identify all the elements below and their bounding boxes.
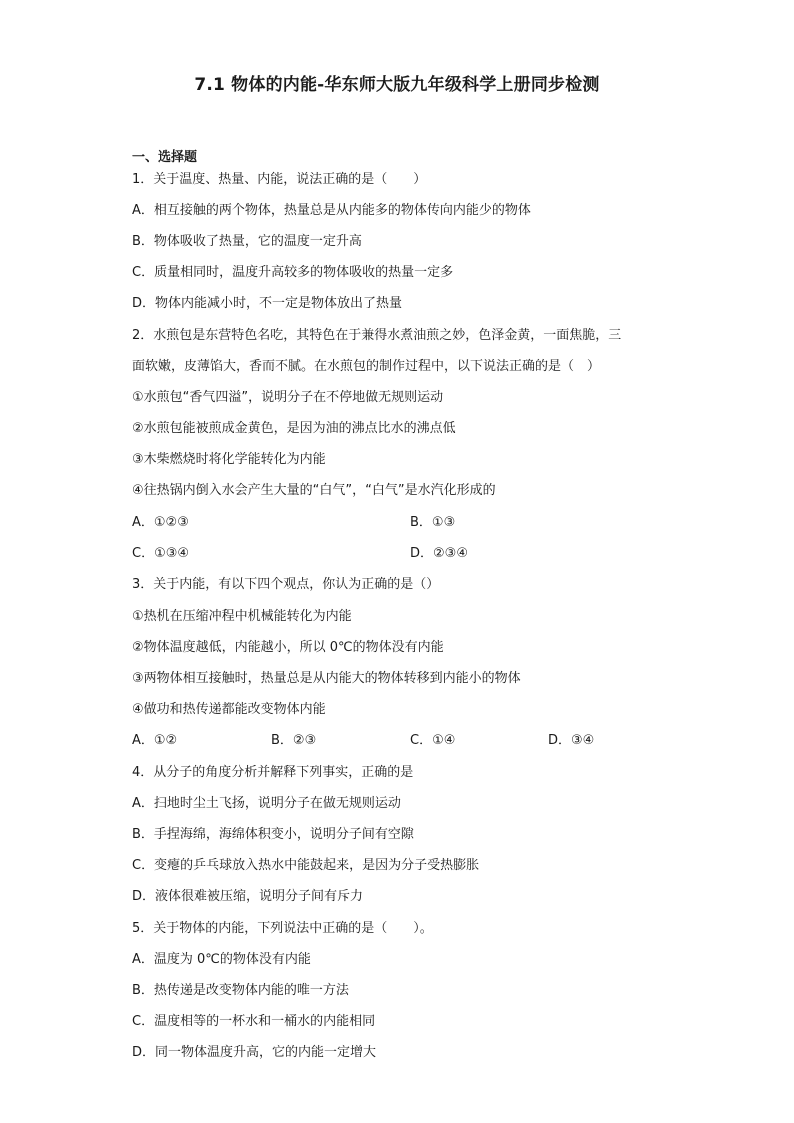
q2-statement-4: ④往热锅内倒入水会产生大量的“白气”，“白气”是水汽化形成的: [132, 483, 496, 498]
q5-option-c: C．温度相等的一杯水和一桶水的内能相同: [132, 1014, 376, 1029]
q2-option-b: B．①③: [410, 515, 456, 530]
q2-statement-2: ②水煎包能被煎成金黄色，是因为油的沸点比水的沸点低: [132, 421, 456, 436]
q3-statement-1: ①热机在压缩冲程中机械能转化为内能: [132, 609, 352, 624]
q2-option-d: D．②③④: [410, 546, 468, 561]
q4-option-d: D．液体很难被压缩，说明分子间有斥力: [132, 889, 364, 904]
q4-option-a: A．扫地时尘土飞扬，说明分子在做无规则运动: [132, 796, 401, 811]
q2-options-row1: [132, 515, 672, 531]
q4-stem: 4．从分子的角度分析并解释下列事实，正确的是: [132, 765, 414, 780]
q2-option-c: C．①③④: [132, 546, 190, 561]
section-heading: 一、选择题: [132, 150, 198, 165]
q2-statement-3: ③木柴燃烧时将化学能转化为内能: [132, 452, 326, 467]
q3-stem: 3．关于内能，有以下四个观点，你认为正确的是（）: [132, 577, 440, 592]
q3-statement-3: ③两物体相互接触时，热量总是从内能大的物体转移到内能小的物体: [132, 671, 521, 686]
q1-option-c: C．质量相同时，温度升高较多的物体吸收的热量一定多: [132, 265, 454, 280]
q2-option-a: A．①②③: [132, 515, 189, 530]
q5-stem: 5．关于物体的内能，下列说法中正确的是（ ）。: [132, 921, 433, 936]
q3-option-a: A．①②: [132, 733, 178, 748]
q3-statement-4: ④做功和热传递都能改变物体内能: [132, 702, 326, 717]
q4-option-c: C．变瘪的乒乓球放入热水中能鼓起来，是因为分子受热膨胀: [132, 858, 480, 873]
q2-statement-1: ①水煎包“香气四溢”，说明分子在不停地做无规则运动: [132, 390, 444, 405]
q2-stem-line1: 2．水煎包是东营特色名吃，其特色在于兼得水煮油煎之妙，色泽金黄，一面焦脆，三: [132, 328, 622, 343]
q3-option-d: D．③④: [548, 733, 595, 748]
q1-stem: 1．关于温度、热量、内能，说法正确的是（ ）: [132, 172, 427, 187]
q1-option-b: B．物体吸收了热量，它的温度一定升高: [132, 234, 362, 249]
q3-option-b: B．②③: [271, 733, 317, 748]
q5-option-a: A．温度为 0℃的物体没有内能: [132, 952, 311, 967]
q2-stem-line2: 面软嫩，皮薄馅大，香而不腻。在水煎包的制作过程中，以下说法正确的是（ ）: [132, 359, 601, 374]
q3-option-c: C．①④: [410, 733, 456, 748]
page-title: 7.1 物体的内能-华东师大版九年级科学上册同步检测: [194, 75, 600, 95]
q5-option-b: B．热传递是改变物体内能的唯一方法: [132, 983, 349, 998]
q3-options-row: [132, 733, 672, 749]
q5-option-d: D．同一物体温度升高，它的内能一定增大: [132, 1045, 377, 1060]
q3-statement-2: ②物体温度越低，内能越小，所以 0℃的物体没有内能: [132, 640, 444, 655]
q1-option-a: A．相互接触的两个物体，热量总是从内能多的物体传向内能少的物体: [132, 203, 531, 218]
q1-option-d: D．物体内能减小时，不一定是物体放出了热量: [132, 296, 403, 311]
q4-option-b: B．手捏海绵，海绵体积变小，说明分子间有空隙: [132, 827, 414, 842]
q2-options-row2: [132, 546, 672, 562]
